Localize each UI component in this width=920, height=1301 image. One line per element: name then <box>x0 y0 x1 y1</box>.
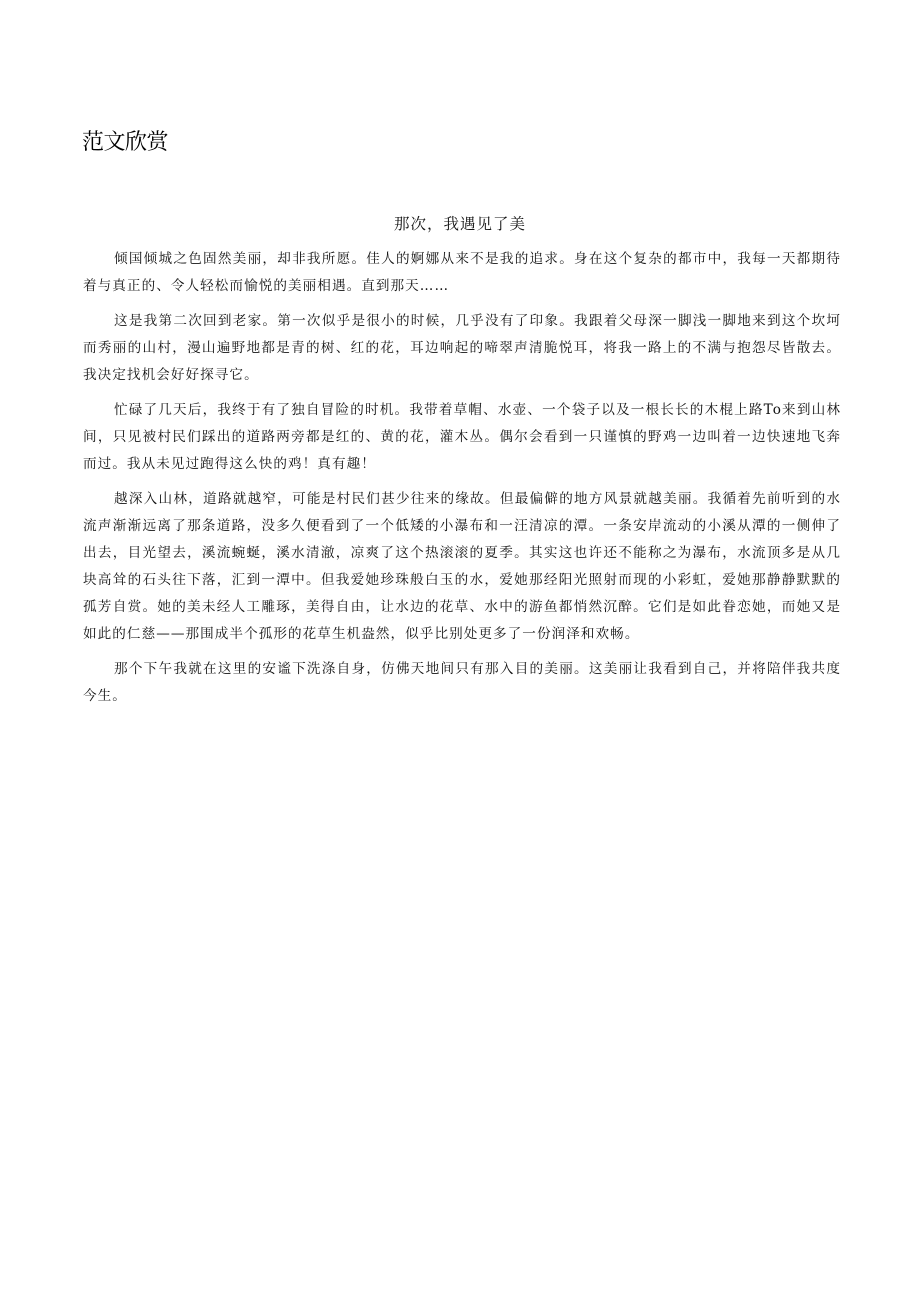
section-heading: 范文欣赏 <box>82 130 169 155</box>
essay-body <box>83 246 841 718</box>
essay-paragraph: 这是我第二次回到老家。第一次似乎是很小的时候，几乎没有了印象。我跟着父母深一脚浅一脚地来到这个坎坷而秀丽的山村，漫山遍野地都是青的树、红的花，耳边响起的啼翠声清脆悦耳，将我一路上的不满与抱怨尽皆散去。我决定找机会好好探寻它。 <box>83 313 841 383</box>
essay-paragraph: 忙碌了几天后，我终于有了独自冒险的时机。我带着草帽、水壶、一个袋子以及一根长长的木棍上路To来到山林间，只见被村民们踩出的道路两旁都是红的、黄的花，灌木丛。偶尔会看到一只谨慎的野鸡一边叫着一边快速地飞奔而过。我从未见过跑得这么快的鸡！真有趣！ <box>83 402 841 472</box>
essay-paragraph: 那个下午我就在这里的安谧下洗涤自身，仿佛天地间只有那入目的美丽。这美丽让我看到自己，并将陪伴我共度今生。 <box>83 661 841 704</box>
essay-paragraph: 越深入山林，道路就越窄，可能是村民们甚少往来的缘故。但最偏僻的地方风景就越美丽。我循着先前听到的水流声渐渐远离了那条道路，没多久便看到了一个低矮的小瀑布和一汪清凉的潭。一条安岸流动的小溪从潭的一侧伸了出去，目光望去，溪流蜿蜒，溪水清澈，凉爽了这个热滚滚的夏季。其实这也许还不能称之为瀑布，水流顶多是从几块高耸的石头往下落，汇到一潭中。但我爱她珍珠般白玉的水，爱她那经阳光照射而现的小彩虹，爱她那静静默默的孤芳自赏。她的美未经人工雕琢，美得自由，让水边的花草、水中的游鱼都悄然沉醉。它们是如此眷恋她，而她又是如此的仁慈——那围成半个孤形的花草生机盎然，似乎比别处更多了一份润泽和欢畅。 <box>83 491 841 642</box>
essay-paragraph: 倾国倾城之色固然美丽，却非我所愿。佳人的婀娜从来不是我的追求。身在这个复杂的都市中，我每一天都期待着与真正的、令人轻松而愉悦的美丽相遇。直到那天…… <box>83 251 841 294</box>
essay-title: 那次，我遇见了美 <box>393 215 526 233</box>
